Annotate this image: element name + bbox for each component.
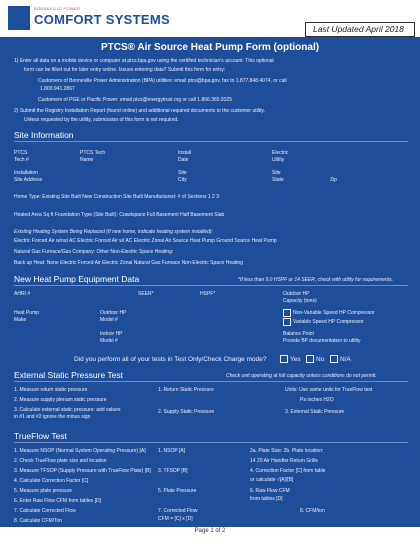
compressor-nonvariable-checkbox[interactable] <box>283 309 291 317</box>
tf-correction-calc: or calculate √[A]/[B] <box>250 477 294 483</box>
label-indoor2: Model # <box>100 338 118 344</box>
logo-name: COMFORT SYSTEMS <box>34 12 170 27</box>
esp-heading: External Static Pressure Test <box>14 370 123 380</box>
label-seer: SEER* <box>138 291 154 297</box>
page-number: Page 1 of 2 <box>194 528 226 534</box>
label-outdoor-cap: Outdoor HP <box>283 291 310 297</box>
label-outdoor-model2: Model # <box>100 317 118 323</box>
intro-1: 1) Enter all data on a mobile device or computer at ptcs.bpa.gov using the certified technician's account. This optional <box>14 58 274 64</box>
label-ptcs-tech: PTCS Tech <box>80 150 106 156</box>
compressor-nonvariable-label: Non-Variable Speed HP Compressor <box>293 310 375 316</box>
label-make2: Make <box>14 317 27 323</box>
tf-step-6: 6. Enter Raw Flow CFM from tables [D] <box>14 498 101 504</box>
esp-unit-options[interactable]: Pa inches H2O <box>300 397 334 403</box>
test-only-question: Did you perform all of your tests in Test Only/Check Charge mode? <box>74 356 267 363</box>
updated-date: Last Updated April 2018 <box>313 24 404 34</box>
divider <box>14 141 408 142</box>
intro-b1: Customers of Bonneville Power Administration (BPA) utilities: email ptcs@bpa.gov, fax to 1.877.848.4074, or call <box>38 78 287 84</box>
intro-b2: Customers of PGE or Pacific Power: email ptcs@energytrust.org or call 1.866.365.9325 <box>38 97 233 103</box>
esp-note: Check unit operating at full capacity unless conditions do not permit. <box>226 373 377 379</box>
tf-raw-flow-tables: from tables [D] <box>250 496 283 502</box>
replaced-heading: Existing Heating System Being Replaced (If new home, indicate heating system installed): <box>14 229 213 235</box>
label-name: Name <box>80 157 94 163</box>
label-outdoor-model: Outdoor HP <box>100 310 127 316</box>
home-type-row[interactable]: Home Type: Existing Site Built New Construction Site Built Manufactured: # of Sections 1 2 3 <box>14 194 220 200</box>
tf-step-5: 5. Measure plate pressure <box>14 488 73 494</box>
equipment-heading: New Heat Pump Equipment Data <box>14 274 140 284</box>
tf-correction: 4. Correction Factor [C] from table <box>250 468 326 474</box>
tf-plate-options[interactable]: 14 20 Air Handler Return Grille <box>250 458 319 464</box>
tf-plate-size: 2a. Plate Size: 2b. Plate location: <box>250 448 324 454</box>
form-title: PTCS® Air Source Heat Pump Form (optional) <box>100 42 320 53</box>
esp-supply: 2. Supply Static Pressure <box>158 409 215 415</box>
intro-b1b: 1.800.941.2867 <box>40 86 75 92</box>
divider <box>14 381 408 382</box>
house-logo-icon <box>8 6 30 30</box>
no-label: No <box>316 356 325 363</box>
label-city: City <box>178 177 187 183</box>
label-tech-no: Tech # <box>14 157 29 163</box>
esp-external: 3. External Static Pressure <box>285 409 345 415</box>
tf-corrected: 7. Corrected Flow <box>158 508 198 514</box>
label-installation: Installation <box>14 170 38 176</box>
compressor-variable-checkbox[interactable] <box>283 318 291 326</box>
tf-corrected-formula: CFM = [C] x [D] <box>158 516 193 522</box>
backup-heat-row[interactable]: Back up Heat: None Electric Forced Air Electric Zonal Natural Gas Furnace Non-Electric Space Heating <box>14 260 243 266</box>
label-outdoor-cap2: Capacity (tons) <box>283 298 317 304</box>
esp-step-3b: in #1 and #2 ignore the minus sign <box>14 414 91 420</box>
label-balance: Balance Point <box>283 331 314 337</box>
label-state: State <box>272 177 284 183</box>
intro-2b: Unless requested by the utility, submission of this form is not required. <box>24 117 179 123</box>
esp-step-3: 3. Calculate external static pressure: add values <box>14 407 121 413</box>
label-utility: Utility <box>272 157 285 163</box>
divider <box>14 285 408 286</box>
esp-step-2: 2. Measure supply plenum static pressure <box>14 397 107 403</box>
yes-label: Yes <box>290 356 301 363</box>
tf-raw-flow: 6. Raw Flow CFM <box>250 488 290 494</box>
label-site-address: Site Address <box>14 177 43 183</box>
na-label: N/A <box>340 356 351 363</box>
label-site-1: Site <box>178 170 187 176</box>
tf-nsop: 1. NSOP [A] <box>158 448 186 454</box>
tf-tfsop: 3. TFSOP [B] <box>158 468 188 474</box>
tf-cfm-ton: 8. CFM/ton <box>300 508 325 514</box>
label-zip: Zip <box>330 177 337 183</box>
label-install: Install <box>178 150 192 156</box>
tf-step-1: 1. Measure NSOP (Normal System Operating Pressure) [A] <box>14 448 146 454</box>
label-make: Heat Pump <box>14 310 40 316</box>
label-electric: Electric <box>272 150 289 156</box>
site-heading: Site Information <box>14 130 74 140</box>
tf-step-4: 4. Calculate Correction Factor [C] <box>14 478 89 484</box>
tf-step-2: 2. Check TrueFlow plate size and location <box>14 458 107 464</box>
intro-2: 2) Submit the Registry Installation Report (found online) and additional required documents to the customer utility. <box>14 108 265 114</box>
logo-tagline: BONNEVILLE POWER <box>34 6 81 11</box>
replaced-options-2[interactable]: Natural Gas Furnace/Gas Company: Other Non-Electric Space Heating: <box>14 249 174 255</box>
label-hspf: HSPF* <box>200 291 216 297</box>
esp-step-1: 1. Measure return static pressure <box>14 387 88 393</box>
label-date: Date <box>178 157 189 163</box>
label-indoor: Indoor HP <box>100 331 123 337</box>
trueflow-heading: TrueFlow Test <box>14 431 67 441</box>
esp-return: 1. Return Static Pressure <box>158 387 214 393</box>
label-ahri: AHRI # <box>14 291 31 297</box>
equipment-note: *If less than 9.0 HSPF or 14 SEER, check with utility for requirements. <box>238 277 393 283</box>
compressor-variable-label: Variable Speed HP Compressor <box>293 319 364 325</box>
replaced-options-1[interactable]: Electric Forced Air w/out AC Electric Forced Air w/ AC Electric Zonal Air Source Heat Pump Ground Source Heat Pump <box>14 238 277 244</box>
esp-units: Units: Use same units for TrueFlow test <box>285 387 373 393</box>
tf-step-7: 7. Calculate Corrected Flow <box>14 508 76 514</box>
tf-plate-pressure: 5. Plate Pressure <box>158 488 197 494</box>
na-checkbox[interactable] <box>330 355 338 363</box>
no-checkbox[interactable] <box>306 355 314 363</box>
tf-step-8: 8. Calculate CFM/Ton <box>14 518 63 524</box>
label-balance2: Provide BP documentation to utility <box>283 338 361 344</box>
label-site-2: Site <box>272 170 281 176</box>
yes-checkbox[interactable] <box>280 355 288 363</box>
label-ptcs: PTCS <box>14 150 28 156</box>
tf-step-3: 3. Measure TFSOP (Supply Pressure with TrueFlow Plate) [B] <box>14 468 151 474</box>
intro-1b: form can be filled out for later entry online. Issues entering data? Submit this form for entry: <box>24 67 226 73</box>
heated-area-row[interactable]: Heated Area Sq ft Foundation Type (Site Built): Crawlspace Full Basement Half Basement Slab <box>14 212 225 218</box>
divider <box>14 442 408 443</box>
